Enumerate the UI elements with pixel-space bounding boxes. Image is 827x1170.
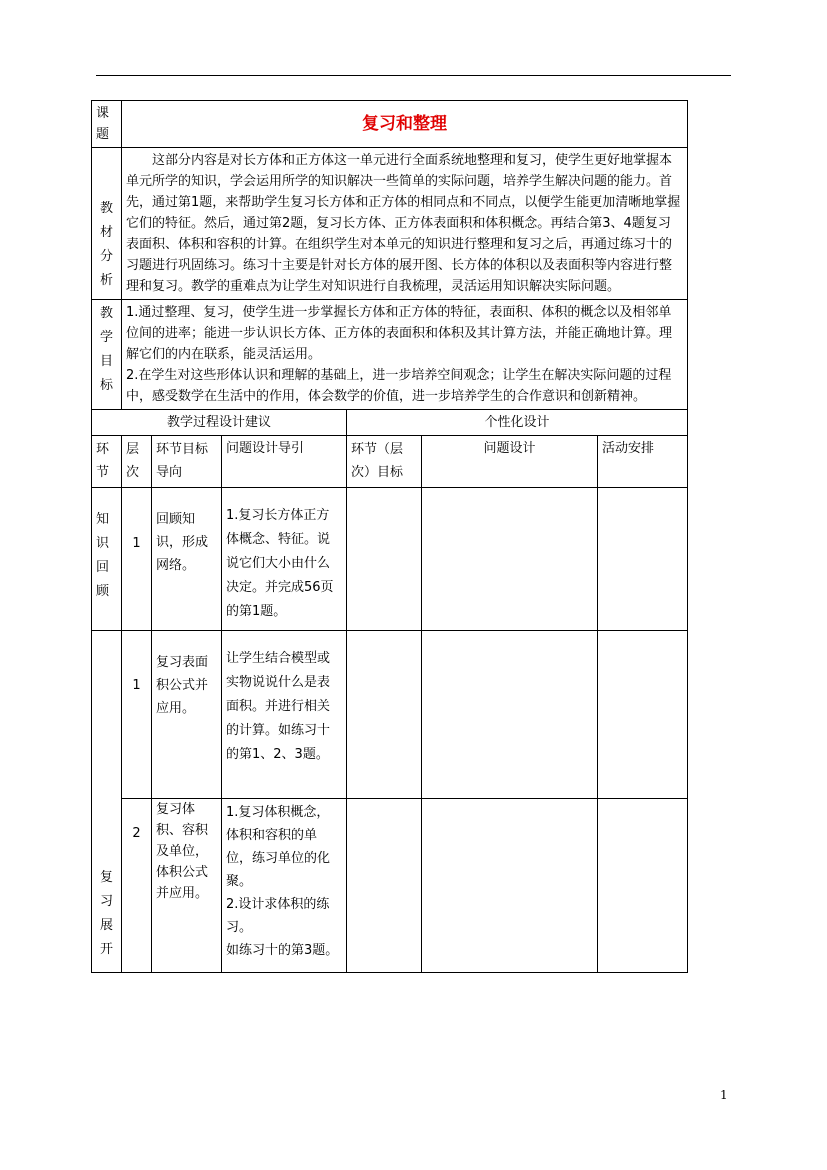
lesson-plan-table — [91, 100, 688, 973]
goals-cell — [122, 300, 688, 410]
table-row — [92, 799, 688, 973]
row1-stage-goal — [347, 488, 422, 631]
row2-activity — [598, 631, 688, 799]
goal-2: 2.在学生对这些形体认识和理解的基础上，进一步培养空间观念；让学生在解决实际问题的过程中，感受数学在生活中的作用，体会数学的价值，进一步培养学生的合作意识和创新精神。 — [126, 368, 672, 404]
col-guide: 问题设计导引 — [222, 436, 347, 488]
analysis-text: 这部分内容是对长方体和正方体这一单元进行全面系统地整理和复习，使学生更好地掌握本单元所学的知识，学会运用所学的知识解决一些简单的实际问题，培养学生解决问题的能力。首先，通过第1题，来帮助学生复习长方体和正方体的相同点和不同点，以便学生能更加清晰地掌握它们的特征。然后，通过第2题，复习长方体、正方体表面积和体积概念。再结合第3、4题复习表面积、体积和容积的计算。在组织学生对本单元的知识进行整理和复习之后，再通过练习十的习题进行巩固练习。练习十主要是针对长方体的展开图、长方体的体积以及表面积等内容进行整理和复习。教学的重难点为让学生对知识进行自我梳理，灵活运用知识解决实际问题。 — [126, 153, 681, 294]
row2-guide: 让学生结合模型或实物说说什么是表面积。并进行相关的计算。如练习十的第1、2、3题。 — [222, 631, 347, 799]
row1-level: 1 — [122, 488, 152, 631]
row1-goal: 回顾知识，形成网络。 — [152, 488, 222, 631]
col-level: 层次 — [122, 436, 152, 488]
row2-stage: 复习展开 — [92, 631, 122, 973]
row2-problem — [422, 631, 598, 799]
goal-1: 1.通过整理、复习，使学生进一步掌握长方体和正方体的特征，表面积、体积的概念以及相邻单位间的进率；能进一步认识长方体、正方体的表面积和体积及其计算方法，并能正确地计算。理解它们的内在联系，能灵活运用。 — [126, 305, 673, 362]
page-number: 1 — [720, 1088, 728, 1102]
table-row — [92, 488, 688, 631]
table-row — [92, 631, 688, 799]
col-stage-goal: 环节（层次）目标 — [347, 436, 422, 488]
row3-goal: 复习体积、容积及单位，体积公式并应用。 — [152, 799, 222, 973]
lesson-title: 复习和整理 — [122, 101, 688, 148]
row2-stage-goal — [347, 631, 422, 799]
row3-guide-line3: 如练习十的第3题。 — [226, 943, 339, 958]
topic-label: 课题 — [92, 101, 122, 148]
process-header: 教学过程设计建议 — [92, 410, 347, 436]
analysis-cell — [122, 148, 688, 300]
row2-level: 1 — [122, 631, 152, 799]
row3-guide — [222, 799, 347, 973]
analysis-label: 教材分析 — [92, 148, 122, 300]
row1-stage: 知识回顾 — [92, 488, 122, 631]
col-activity: 活动安排 — [598, 436, 688, 488]
row2-goal: 复习表面积公式并应用。 — [152, 631, 222, 799]
personal-header: 个性化设计 — [347, 410, 688, 436]
col-problem: 问题设计 — [422, 436, 598, 488]
row1-problem — [422, 488, 598, 631]
row3-guide-line2: 2.设计求体积的练习。 — [226, 897, 330, 935]
row3-level: 2 — [122, 799, 152, 973]
col-goal: 环节目标导向 — [152, 436, 222, 488]
row3-activity — [598, 799, 688, 973]
row1-guide: 1.复习长方体正方体概念、特征。说说它们大小由什么决定。并完成56页的第1题。 — [222, 488, 347, 631]
goals-label: 教学目标 — [92, 300, 122, 410]
row1-activity — [598, 488, 688, 631]
row3-guide-line1: 1.复习体积概念，体积和容积的单位，练习单位的化聚。 — [226, 805, 331, 889]
header-rule — [96, 75, 731, 76]
row3-stage-goal — [347, 799, 422, 973]
row3-problem — [422, 799, 598, 973]
col-stage: 环节 — [92, 436, 122, 488]
